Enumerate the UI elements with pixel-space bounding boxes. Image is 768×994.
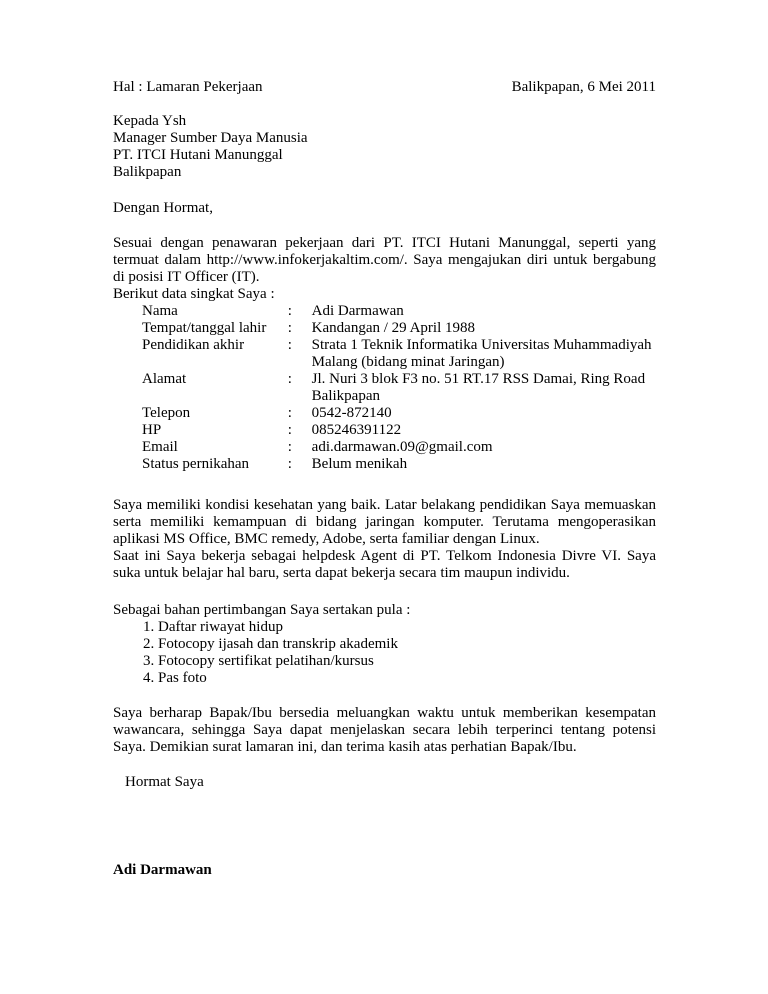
data-separator: : <box>287 320 292 336</box>
data-label: Alamat <box>142 371 187 387</box>
data-label: Status pernikahan <box>142 456 250 472</box>
table-row <box>142 303 656 320</box>
list-item: 3. Fotocopy sertifikat pelatihan/kursus <box>158 653 656 670</box>
data-intro: Berikut data singkat Saya : <box>113 286 275 302</box>
data-value: Kandangan / 29 April 1988 <box>311 320 475 336</box>
list-item: 1. Daftar riwayat hidup <box>158 619 656 636</box>
data-value: Adi Darmawan <box>311 303 404 319</box>
intro-section <box>113 235 656 473</box>
data-value: Jl. Nuri 3 blok F3 no. 51 RT.17 RSS Damai, Ring Road Balikpapan <box>311 371 646 404</box>
body-paragraph-1: Saya memiliki kondisi kesehatan yang baik. Latar belakang pendidikan Saya memuaskan serta memiliki kemampuan di bidang jaringan komputer. Terutama mengoperasikan aplikasi MS Office, BMC remedy, Adobe, serta familiar dengan Linux. <box>113 497 656 547</box>
data-separator: : <box>287 439 292 455</box>
list-item: 2. Fotocopy ijasah dan transkrip akademik <box>158 636 656 653</box>
data-separator: : <box>287 422 292 438</box>
attachments-list <box>113 619 656 687</box>
data-value: adi.darmawan.09@gmail.com <box>311 439 493 455</box>
letter-header <box>113 79 656 96</box>
closing-paragraph: Saya berharap Bapak/Ibu bersedia meluangkan waktu untuk memberikan kesempatan wawancara, sehingga Saya dapat menjelaskan secara lebih terperinci tentang potensi Saya. Demikian surat lamaran ini, dan terima kasih atas perhatian Bapak/Ibu. <box>113 705 656 755</box>
intro-paragraph: Sesuai dengan penawaran pekerjaan dari PT. ITCI Hutani Manunggal, seperti yang termuat dalam http://www.infokerjakaltim.com/. Saya mengajukan diri untuk bergabung di posisi IT Officer (IT). <box>113 235 656 285</box>
recipient-line: PT. ITCI Hutani Manunggal <box>113 147 283 163</box>
table-row <box>142 439 656 456</box>
data-label: Telepon <box>142 405 191 421</box>
personal-data-table <box>142 303 656 473</box>
data-label: Pendidikan akhir <box>142 337 245 353</box>
body-paragraph-2: Saat ini Saya bekerja sebagai helpdesk Agent di PT. Telkom Indonesia Divre VI. Saya suka untuk belajar hal baru, serta dapat bekerja secara tim maupun individu. <box>113 548 656 581</box>
data-separator: : <box>287 337 292 353</box>
table-row <box>142 320 656 337</box>
table-row <box>142 405 656 422</box>
table-row <box>142 371 656 405</box>
data-value: Strata 1 Teknik Informatika Universitas Muhammadiyah Malang (bidang minat Jaringan) <box>311 337 652 370</box>
data-value: 085246391122 <box>311 422 402 438</box>
subject-line: Hal : Lamaran Pekerjaan <box>113 79 263 95</box>
data-label: Tempat/tanggal lahir <box>142 320 267 336</box>
data-value: Belum menikah <box>311 456 408 472</box>
data-separator: : <box>287 405 292 421</box>
data-separator: : <box>287 371 292 387</box>
table-row <box>142 456 656 473</box>
attachments-intro: Sebagai bahan pertimbangan Saya sertakan pula : <box>113 602 411 618</box>
data-separator: : <box>287 456 292 472</box>
data-separator: : <box>287 303 292 319</box>
body-section <box>113 497 656 582</box>
table-row <box>142 337 656 371</box>
greeting: Dengan Hormat, <box>113 200 213 216</box>
data-label: Email <box>142 439 178 455</box>
table-row <box>142 422 656 439</box>
attachments-section <box>113 602 656 687</box>
signature-name: Adi Darmawan <box>113 862 212 878</box>
list-item: 4. Pas foto <box>158 670 656 687</box>
recipient-line: Balikpapan <box>113 164 182 180</box>
place-date: Balikpapan, 6 Mei 2011 <box>511 79 656 95</box>
data-value: 0542-872140 <box>311 405 392 421</box>
regards-line: Hormat Saya <box>125 774 204 790</box>
recipient-address <box>113 113 656 181</box>
data-label: Nama <box>142 303 178 319</box>
recipient-line: Kepada Ysh <box>113 113 187 129</box>
data-label: HP <box>142 422 162 438</box>
recipient-line: Manager Sumber Daya Manusia <box>113 130 308 146</box>
